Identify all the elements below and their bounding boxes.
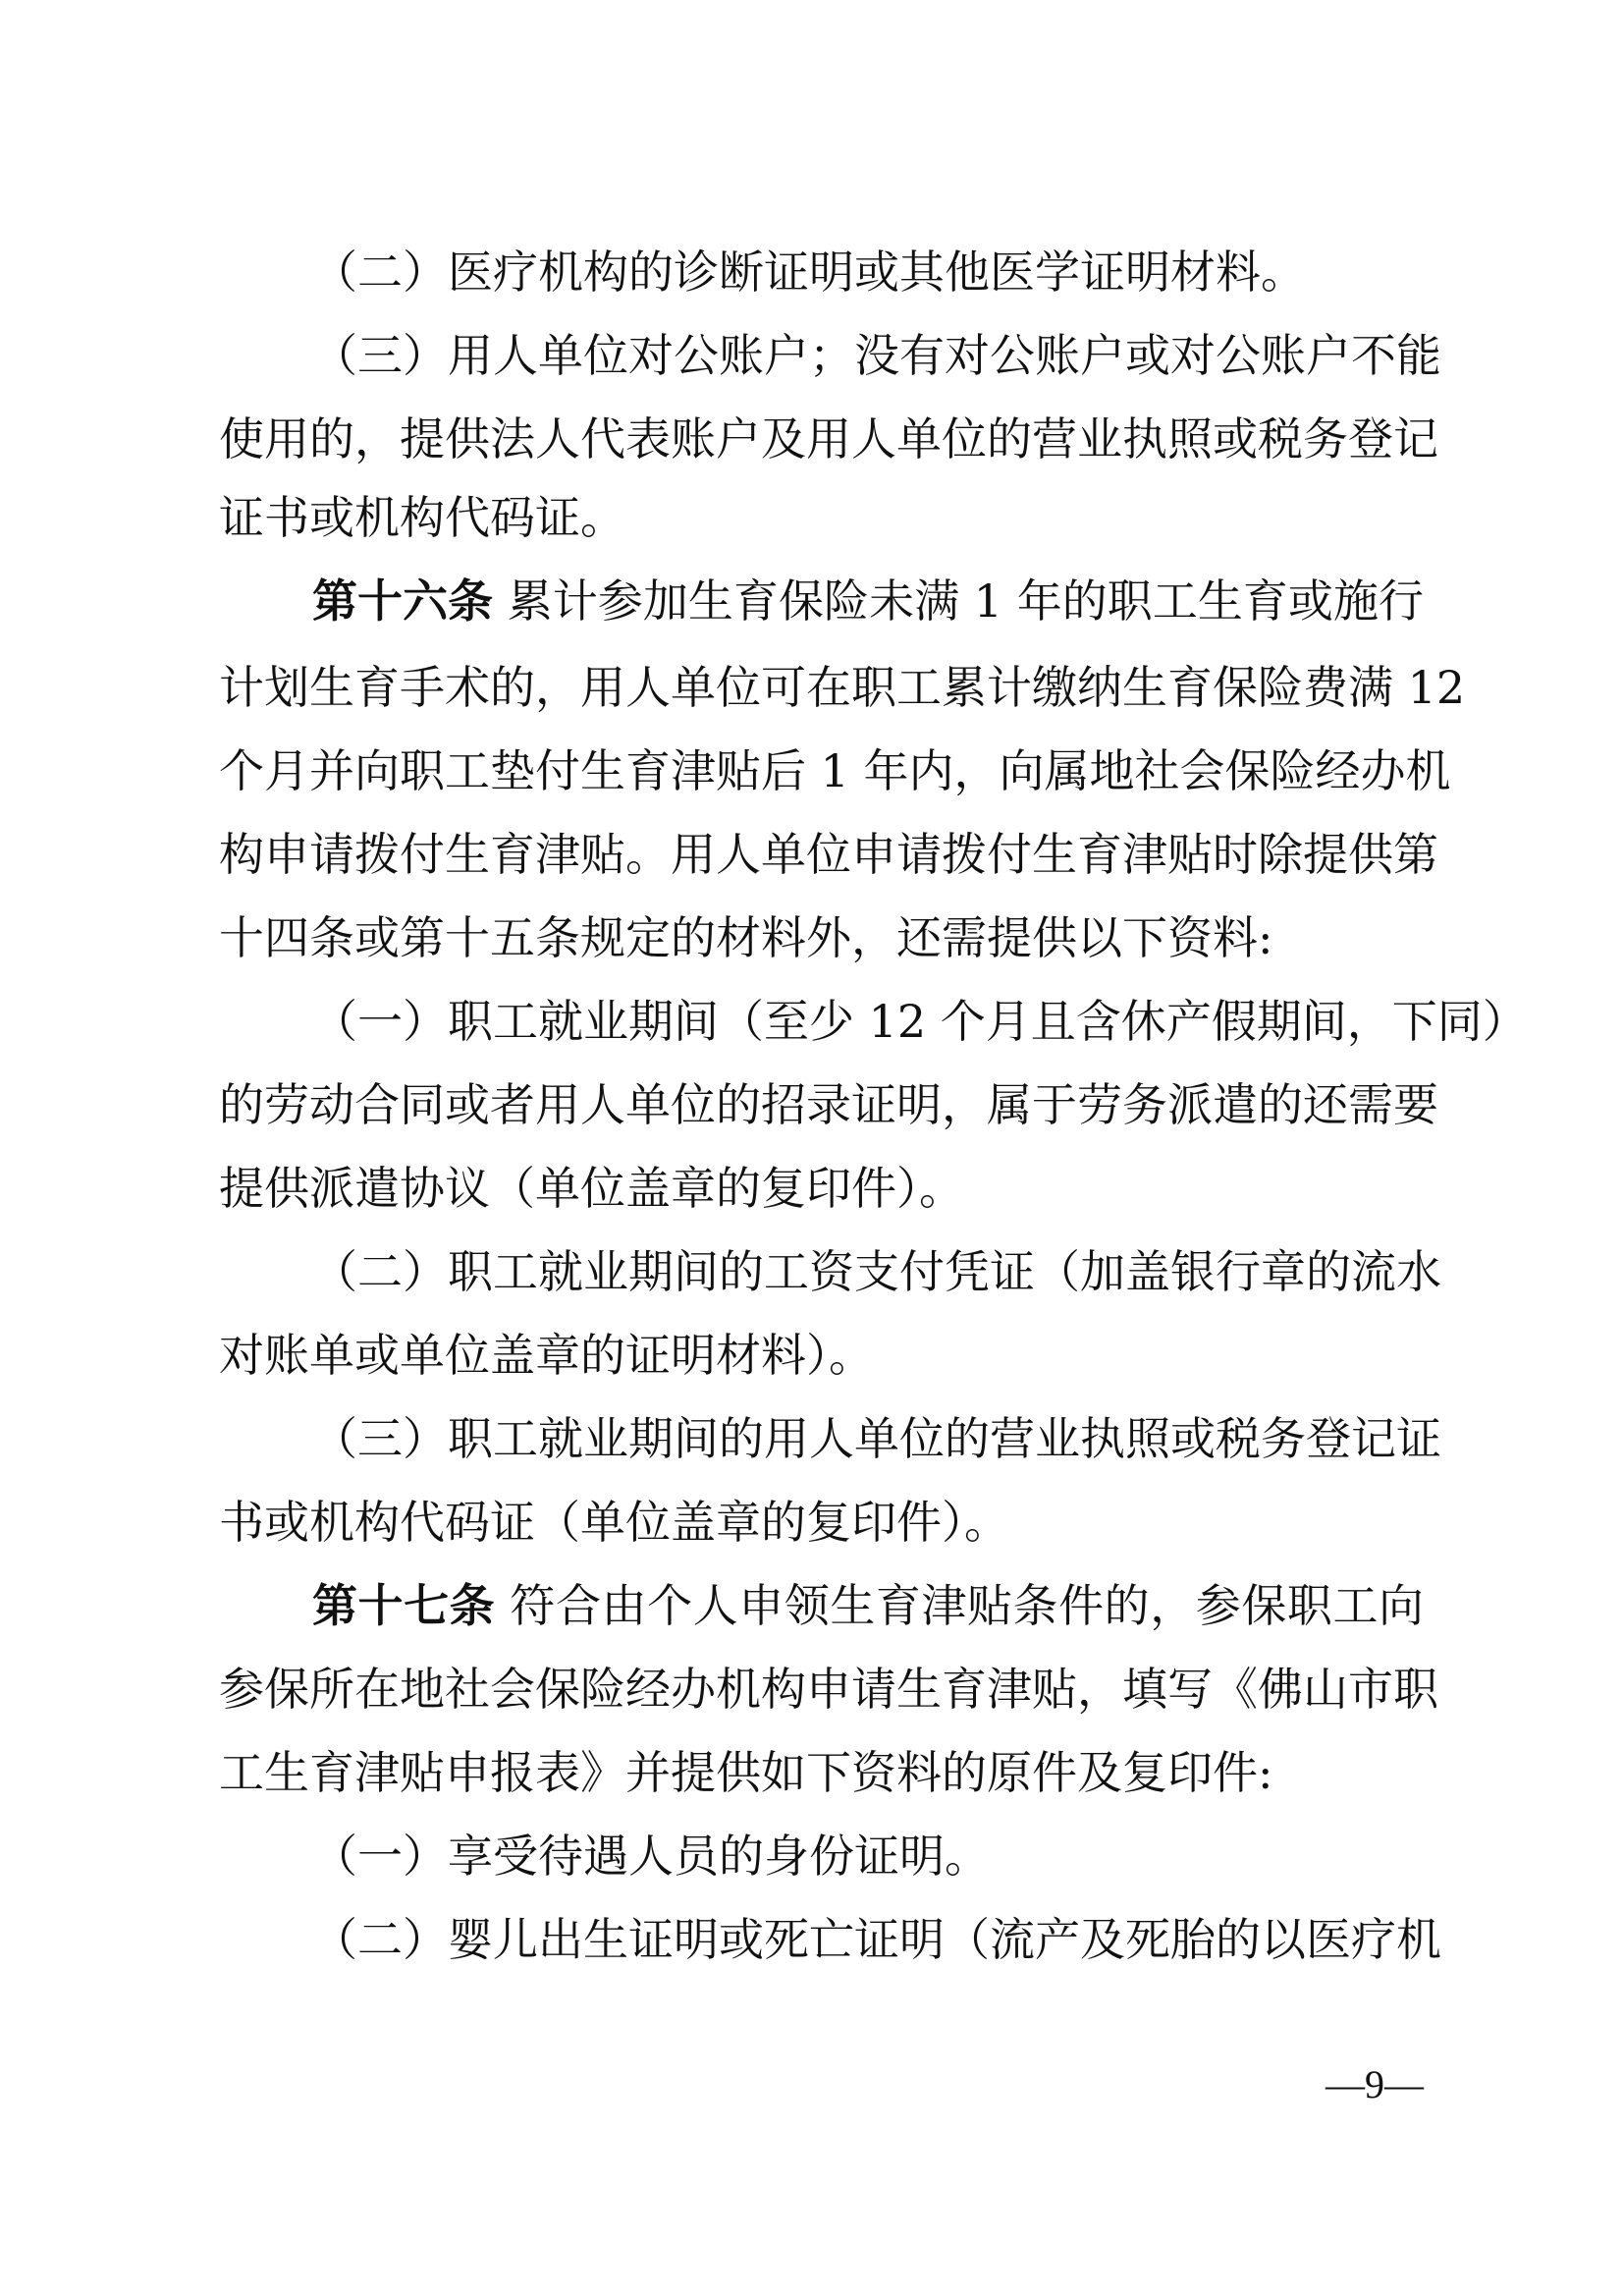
line-text: 十四条或第十五条规定的材料外，还需提供以下资料: (219, 911, 1273, 964)
page-number: —9— (1325, 2062, 1424, 2106)
line-text: 工生育津贴申报表》并提供如下资料的原件及复印件: (219, 1746, 1273, 1799)
line-text: （一）职工就业期间（至少 12 个月且含休产假期间，下同） (312, 995, 1528, 1048)
line-text: （二）医疗机构的诊断证明或其他医学证明材料。 (312, 246, 1306, 299)
line-text: 证书或机构代码证。 (219, 491, 625, 544)
line-text: 的劳动合同或者用人单位的招录证明，属于劳务派遣的还需要 (219, 1078, 1438, 1131)
article-text: 累计参加生育保险未满 1 年的职工生育或施行 (493, 574, 1424, 628)
line-text: 使用的，提供法人代表账户及用人单位的营业执照或税务登记 (219, 412, 1438, 465)
line-text: （二）婴儿出生证明或死亡证明（流产及死胎的以医疗机 (312, 1913, 1441, 1966)
line-text: 提供派遣协议（单位盖章的复印件）。 (219, 1162, 964, 1215)
line-text: （二）职工就业期间的工资支付凭证（加盖银行章的流水 (312, 1245, 1441, 1298)
line-text: 个月并向职工垫付生育津贴后 1 年内，向属地社会保险经办机 (219, 744, 1451, 797)
line-text: 计划生育手术的，用人单位可在职工累计缴纳生育保险费满 12 (219, 661, 1466, 714)
article-text: 符合由个人申领生育津贴条件的，参保职工向 (495, 1579, 1425, 1632)
line-text: （三）职工就业期间的用人单位的营业执照或税务登记证 (312, 1412, 1441, 1465)
line-text: （一）享受待遇人员的身份证明。 (312, 1830, 990, 1883)
line-text: （三）用人单位对公账户；没有对公账户或对公账户不能 (312, 329, 1441, 382)
article-heading: 第十六条 (312, 574, 494, 628)
line-text: 对账单或单位盖章的证明材料）。 (219, 1329, 874, 1382)
line-text: 书或机构代码证（单位盖章的复印件）。 (219, 1496, 1009, 1549)
line-text: 参保所在地社会保险经办机构申请生育津贴，填写《佛山市职 (219, 1663, 1438, 1716)
line-text: 构申请拨付生育津贴。用人单位申请拨付生育津贴时除提供第 (219, 828, 1438, 881)
article-heading: 第十七条 (312, 1579, 496, 1632)
